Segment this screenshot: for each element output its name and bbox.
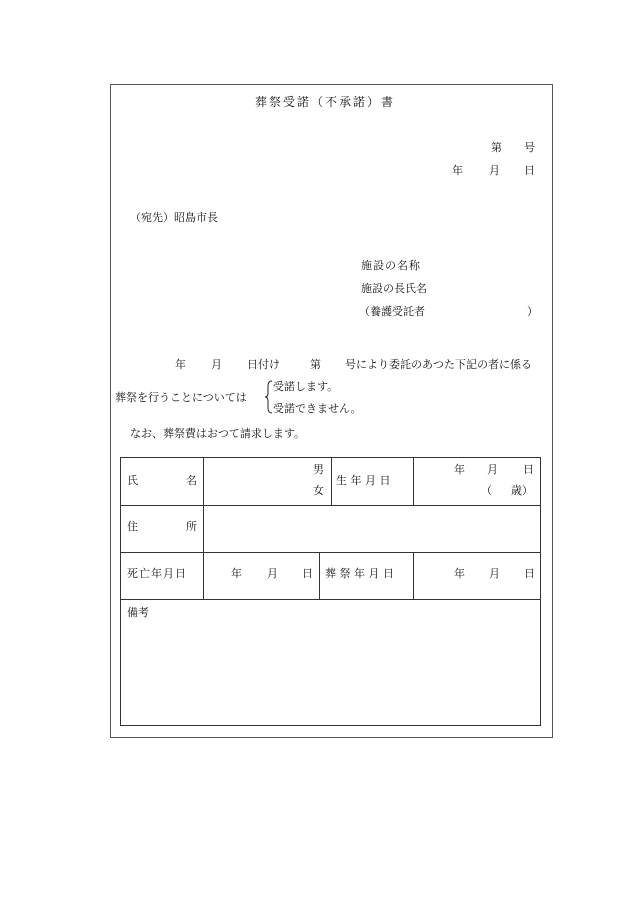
label-birthdate: 生 年 月 日 xyxy=(336,474,391,487)
birth-day: 日 xyxy=(523,463,534,476)
funeral-month: 月 xyxy=(489,567,500,580)
body-line3: なお、葬祭費はおつて請求します。 xyxy=(130,427,306,440)
number-dai: 第 xyxy=(491,141,502,154)
label-address-1: 住 xyxy=(127,520,138,533)
form-title: 葬祭受諾（不承諾）書 xyxy=(255,95,396,109)
funeral-year: 年 xyxy=(454,567,465,580)
death-year: 年 xyxy=(231,567,242,580)
label-male: 男 xyxy=(313,463,324,476)
age-unit: 歳） xyxy=(511,484,533,497)
date-month: 月 xyxy=(489,164,500,177)
label-death-date: 死亡年月日 xyxy=(127,567,187,580)
brace-icon xyxy=(265,380,273,414)
death-month: 月 xyxy=(267,567,278,580)
funeral-day: 日 xyxy=(524,567,535,580)
body-day: 日付け xyxy=(247,358,280,371)
record-table xyxy=(120,457,541,726)
option-reject: 受諾できません。 xyxy=(273,402,362,415)
body-month: 月 xyxy=(211,358,222,371)
body-year: 年 xyxy=(175,358,186,371)
label-female: 女 xyxy=(313,484,324,497)
body-dai: 第 xyxy=(310,358,321,371)
date-year: 年 xyxy=(452,164,463,177)
label-name-2: 名 xyxy=(186,474,197,487)
label-address-2: 所 xyxy=(186,520,197,533)
option-accept: 受諾します。 xyxy=(273,380,339,393)
body-line2: 葬祭を行うことについては xyxy=(115,391,247,404)
number-go: 号 xyxy=(524,141,535,154)
guardian-label: （養護受託者 xyxy=(359,305,425,318)
facility-head-label: 施設の長氏名 xyxy=(361,282,427,295)
label-remarks: 備考 xyxy=(127,606,149,619)
body-line1: 号により委託のあつた下記の者に係る xyxy=(345,358,532,371)
facility-name-label: 施設の名称 xyxy=(361,259,421,272)
date-day: 日 xyxy=(524,164,535,177)
age-open: （ xyxy=(481,484,492,497)
addressee: （宛先）昭島市長 xyxy=(130,211,218,224)
birth-month: 月 xyxy=(487,463,498,476)
guardian-close: ） xyxy=(527,305,538,318)
death-day: 日 xyxy=(302,567,313,580)
label-funeral-date: 葬 祭 年 月 日 xyxy=(325,567,394,580)
birth-year: 年 xyxy=(454,463,465,476)
label-name-1: 氏 xyxy=(127,474,138,487)
